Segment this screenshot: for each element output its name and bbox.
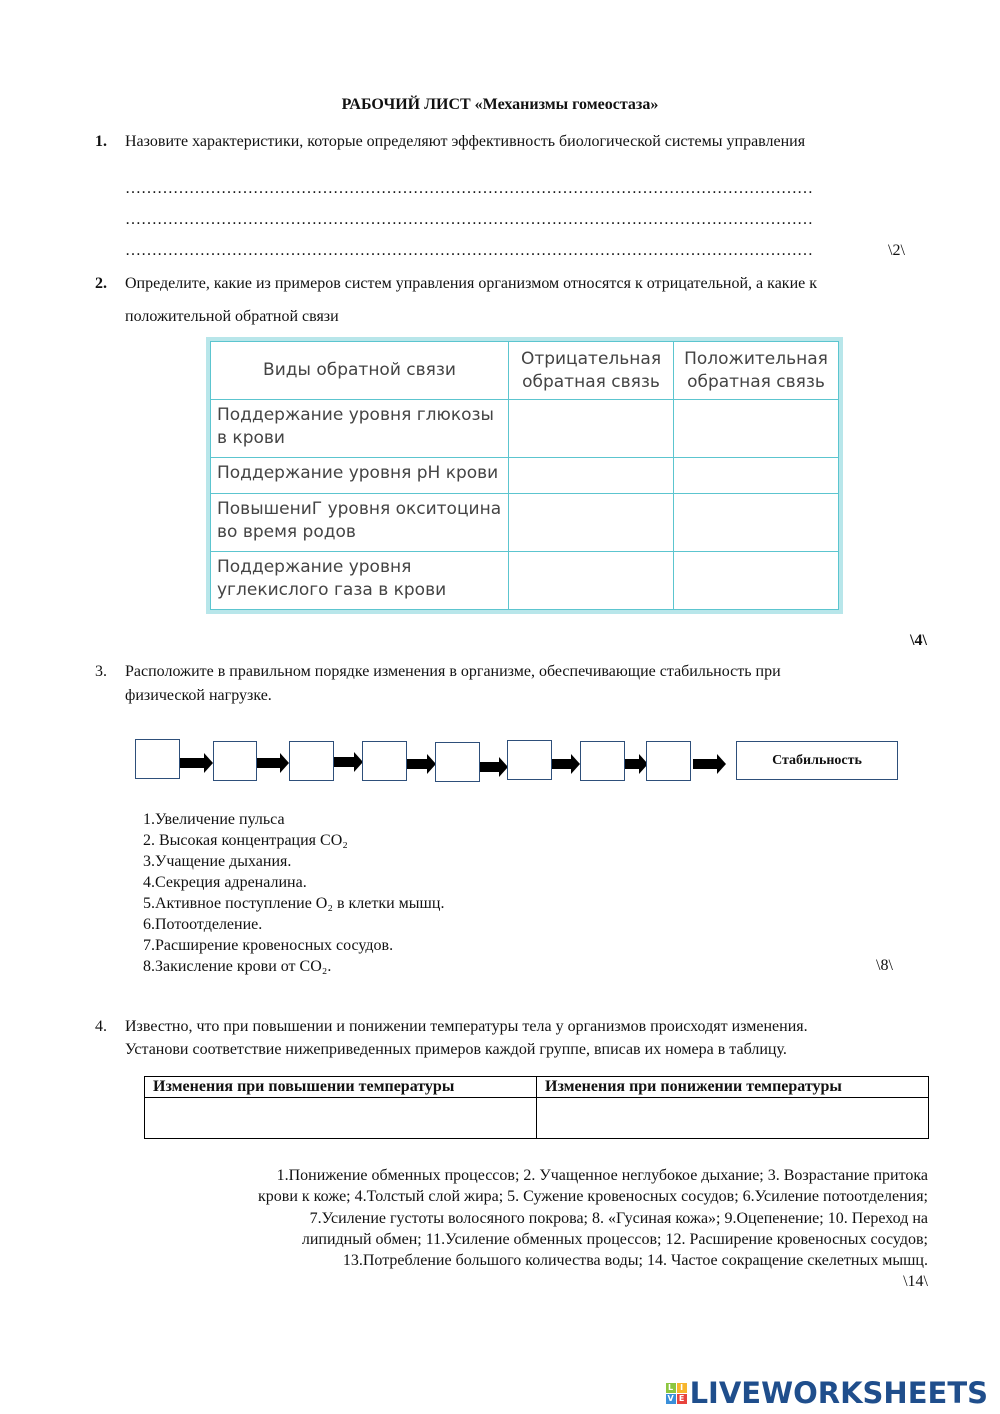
q3-number: 3. [95,663,107,680]
q3-text-line2: физической нагрузке. [125,687,272,704]
arrow-icon [625,759,640,769]
temperature-table [144,1076,929,1139]
liveworksheets-logo: L I V E LIVEWORKSHEETS [667,1376,988,1410]
feedback-table [206,337,843,614]
sequence-box-8[interactable] [646,741,691,781]
answer-cell[interactable] [509,458,674,494]
answer-cell[interactable] [674,458,839,494]
q4-text-line1: Известно, что при повышении и понижении температуры тела у организмов происходят изменения. [125,1018,808,1035]
sequence-box-3[interactable] [289,741,334,781]
q3-items [143,809,444,977]
stability-box: Стабильность [736,741,898,780]
arrow-icon [552,759,572,769]
list-item: 4.Секреция адреналина. [143,874,307,891]
header-temp-increase: Изменения при повышении температуры [145,1077,537,1098]
header-feedback-type: Виды обратной связи [211,342,509,400]
list-item: 7.Расширение кровеносных сосудов. [143,937,394,954]
answer-cell[interactable] [674,400,839,458]
q4-text-line2: Установи соответствие нижеприведенных примеров каждой группе, вписав их номера в таблицу. [125,1041,787,1058]
list-item: 1.Увеличение пульса [143,811,285,828]
table-row: Поддержание уровня pH крови [211,458,839,494]
sequence-box-5[interactable] [435,742,480,782]
arrow-icon [480,762,500,772]
table-row: Поддержание уровня углекислого газа в крови [211,552,839,610]
q1-number: 1. [95,133,107,150]
answer-cell[interactable] [509,494,674,552]
header-positive: Положительная обратная связь [674,342,839,400]
answer-cell[interactable] [674,494,839,552]
list-item: 5.Активное поступление O₂ в клетки мышц. [143,895,445,912]
logo-squares-icon: L I V E [666,1383,687,1404]
arrow-icon [257,758,281,768]
answer-cell[interactable] [509,400,674,458]
table-row: ПовышениГ уровня окситоцина во время родов [211,494,839,552]
sequence-box-7[interactable] [580,741,625,781]
answer-line-3[interactable]: ………………………………………………………………………………………………………………… [125,242,813,259]
q1-score: \2\ [888,242,905,259]
table-row: Поддержание уровня глюкозы в крови [211,400,839,458]
list-item: 2. Высокая концентрация CO₂ [143,832,348,849]
q2-text-line1: Определите, какие из примеров систем управления организмом относятся к отрицательной, а какие к [125,275,817,292]
list-item: 3.Учащение дыхания. [143,853,292,870]
arrow-icon [407,759,428,769]
header-negative: Отрицательная обратная связь [509,342,674,400]
q4-options: 1.Понижение обменных процессов; 2. Учащенное неглубокое дыхание; 3. Возрастание притока крови к коже; 4.Толстый слой жира; 5. Сужение кровеносных сосудов; 6.Усиление потоотделения; 7.Усиление густоты волосяного покрова; 8. «Гусиная кожа»; 9.Оцепенение; 10. Переход на липидный обмен; 11.Усиление обменных процессов; 12. Расширение кровеносных сосудов; 13.Потребление большого количества воды; 14. Частое сокращение скелетных мышц. \14\ [170,1165,928,1293]
answer-cell-increase[interactable] [145,1098,537,1139]
arrow-icon [180,758,205,768]
list-item: 6.Потоотделение. [143,916,263,933]
q3-text-line1: Расположите в правильном порядке изменения в организме, обеспечивающие стабильность при [125,663,781,680]
arrow-icon [334,757,355,767]
sequence-box-1[interactable] [135,739,180,779]
answer-cell[interactable] [509,552,674,610]
answer-cell-decrease[interactable] [537,1098,929,1139]
page-title: РАБОЧИЙ ЛИСТ «Механизмы гомеостаза» [341,96,659,113]
q3-score: \8\ [876,957,893,974]
q2-score: \4\ [910,632,927,649]
answer-line-1[interactable]: ………………………………………………………………………………………………………………… [125,180,813,197]
header-temp-decrease: Изменения при понижении температуры [537,1077,929,1098]
sequence-box-2[interactable] [213,741,257,781]
answer-line-2[interactable]: ………………………………………………………………………………………………………………… [125,211,813,228]
list-item: 8.Закисление крови от CO₂. [143,958,332,975]
q4-number: 4. [95,1018,107,1035]
q4-score: \14\ [903,1273,928,1291]
q2-text-line2: положительной обратной связи [125,308,339,325]
answer-cell[interactable] [674,552,839,610]
q1-text: Назовите характеристики, которые определяют эффективность биологической системы управления [125,133,806,150]
arrow-icon [693,759,718,769]
sequence-box-6[interactable] [507,740,552,780]
q2-number: 2. [95,275,107,292]
sequence-box-4[interactable] [362,741,407,781]
